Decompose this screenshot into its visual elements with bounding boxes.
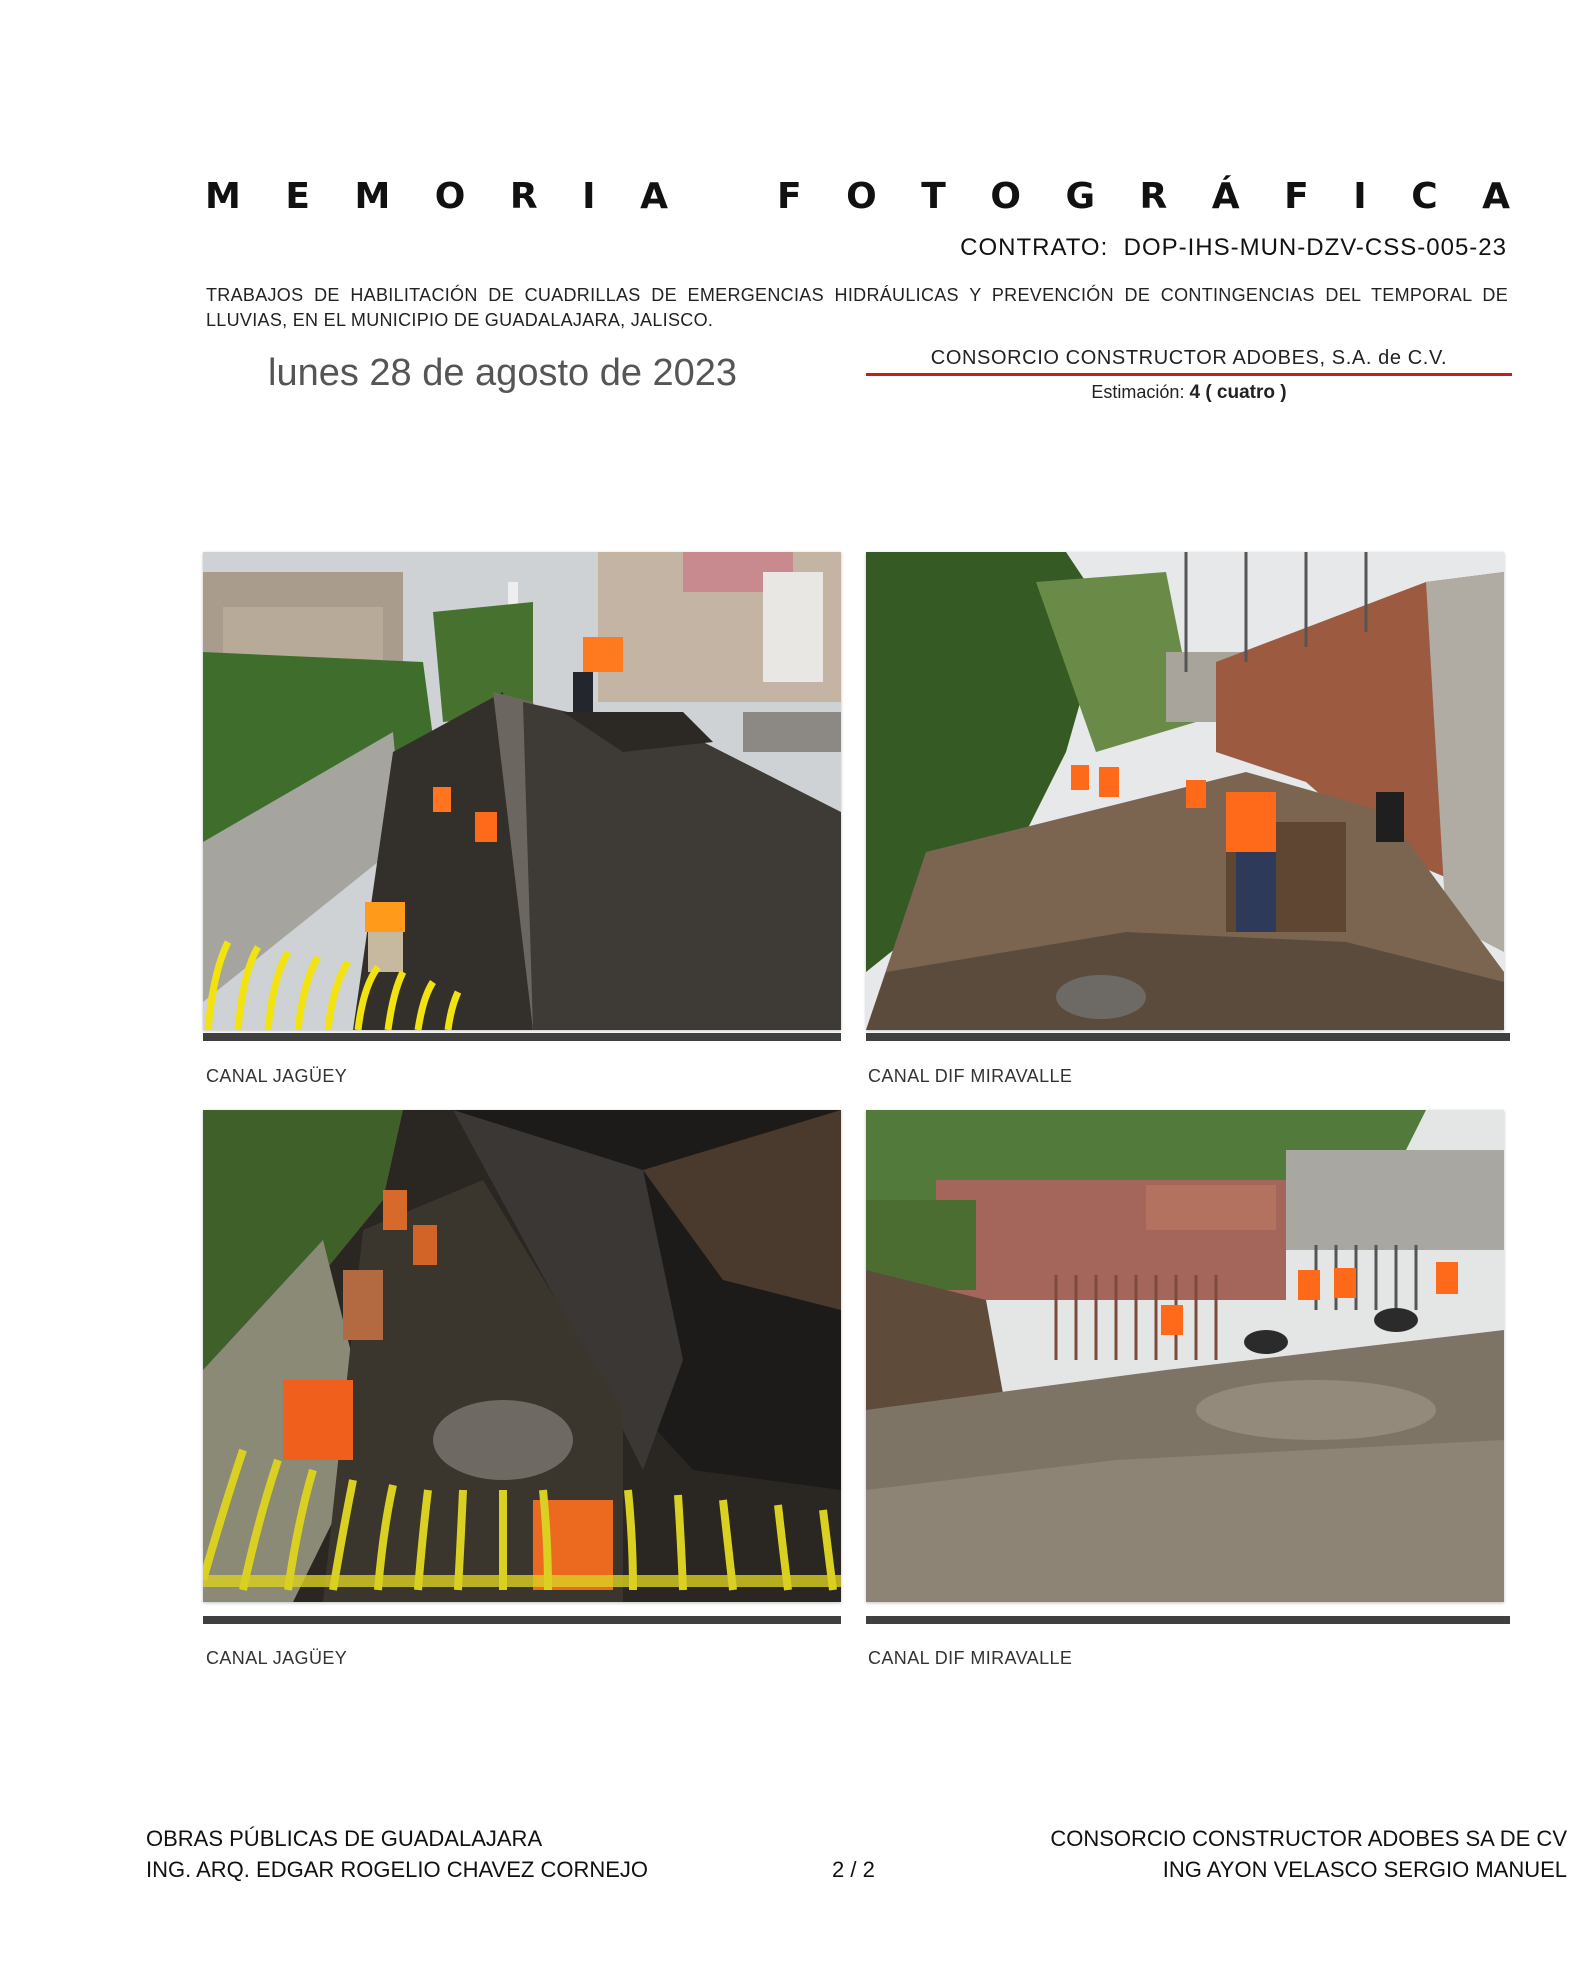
estimation-value: 4 ( cuatro ): [1189, 382, 1287, 403]
page-number: 2 / 2: [832, 1857, 875, 1882]
estimation-line: [866, 382, 1512, 404]
title-letter: O: [846, 176, 877, 217]
footer-left-line2: ING. ARQ. EDGAR ROGELIO CHAVEZ CORNEJO: [146, 1857, 649, 1882]
photo-image: [866, 1110, 1504, 1602]
contract-number: DOP-IHS-MUN-DZV-CSS-005-23: [1123, 234, 1507, 261]
title-letter: M: [205, 176, 241, 217]
photo-caption: CANAL DIF MIRAVALLE: [868, 1066, 1073, 1086]
title-letter: I: [582, 176, 596, 217]
footer-left: [146, 1823, 648, 1885]
title-letter: G: [1065, 176, 1095, 217]
title-letter: C: [1411, 176, 1438, 217]
photo-caption: CANAL DIF MIRAVALLE: [868, 1648, 1073, 1668]
title-letter: F: [1284, 176, 1309, 217]
contract-label: CONTRATO:: [960, 234, 1109, 261]
photo-image: [866, 552, 1504, 1030]
title-letter: R: [509, 176, 538, 217]
document-title: [205, 176, 1510, 217]
footer-left-line1: OBRAS PÚBLICAS DE GUADALAJARA: [146, 1826, 543, 1851]
photo-canal-jaguey-1: [203, 552, 841, 1030]
contract-line: [960, 234, 1507, 262]
accent-divider: [866, 373, 1512, 376]
photo-canal-dif-miravalle-2: [866, 1110, 1504, 1602]
company-name: CONSORCIO CONSTRUCTOR ADOBES, S.A. de C.V.: [930, 347, 1448, 369]
photo-image: [203, 1110, 841, 1602]
photo-bar: [866, 1616, 1510, 1624]
title-letter: A: [1482, 176, 1510, 217]
title-letter: T: [921, 176, 946, 217]
title-letter: M: [354, 176, 391, 217]
estimation-label: Estimación:: [1091, 382, 1185, 402]
works-description: TRABAJOS DE HABILITACIÓN DE CUADRILLAS DE EMERGENCIAS HIDRÁULICAS Y PREVENCIÓN DE CONTINGENCIAS DEL TEMPORAL DE LLUVIAS, EN EL MUNICIPIO DE GUADALAJARA, JALISCO.: [206, 285, 1508, 330]
title-letter: [712, 176, 732, 217]
photo-canal-jaguey-2: [203, 1110, 841, 1602]
title-letter: R: [1139, 176, 1168, 217]
photo-canal-dif-miravalle-1: [866, 552, 1504, 1030]
report-date: lunes 28 de agosto de 2023: [268, 352, 738, 394]
title-letter: O: [990, 176, 1021, 217]
footer-right-line1: CONSORCIO CONSTRUCTOR ADOBES SA DE CV: [1050, 1826, 1567, 1851]
photo-image: [203, 552, 841, 1030]
photo-bar: [203, 1616, 841, 1624]
title-letter: Á: [1211, 176, 1240, 217]
photo-bar: [203, 1033, 841, 1041]
footer-right: [1050, 1823, 1567, 1885]
title-letter: F: [777, 176, 802, 217]
title-letter: I: [1353, 176, 1367, 217]
footer-right-line2: ING AYON VELASCO SERGIO MANUEL: [1162, 1857, 1567, 1882]
title-letter: E: [285, 176, 310, 217]
photo-bar: [866, 1033, 1510, 1041]
photo-caption: CANAL JAGÜEY: [206, 1066, 348, 1086]
photo-caption: CANAL JAGÜEY: [206, 1648, 348, 1668]
title-letter: O: [434, 176, 466, 217]
title-letter: A: [640, 176, 668, 217]
